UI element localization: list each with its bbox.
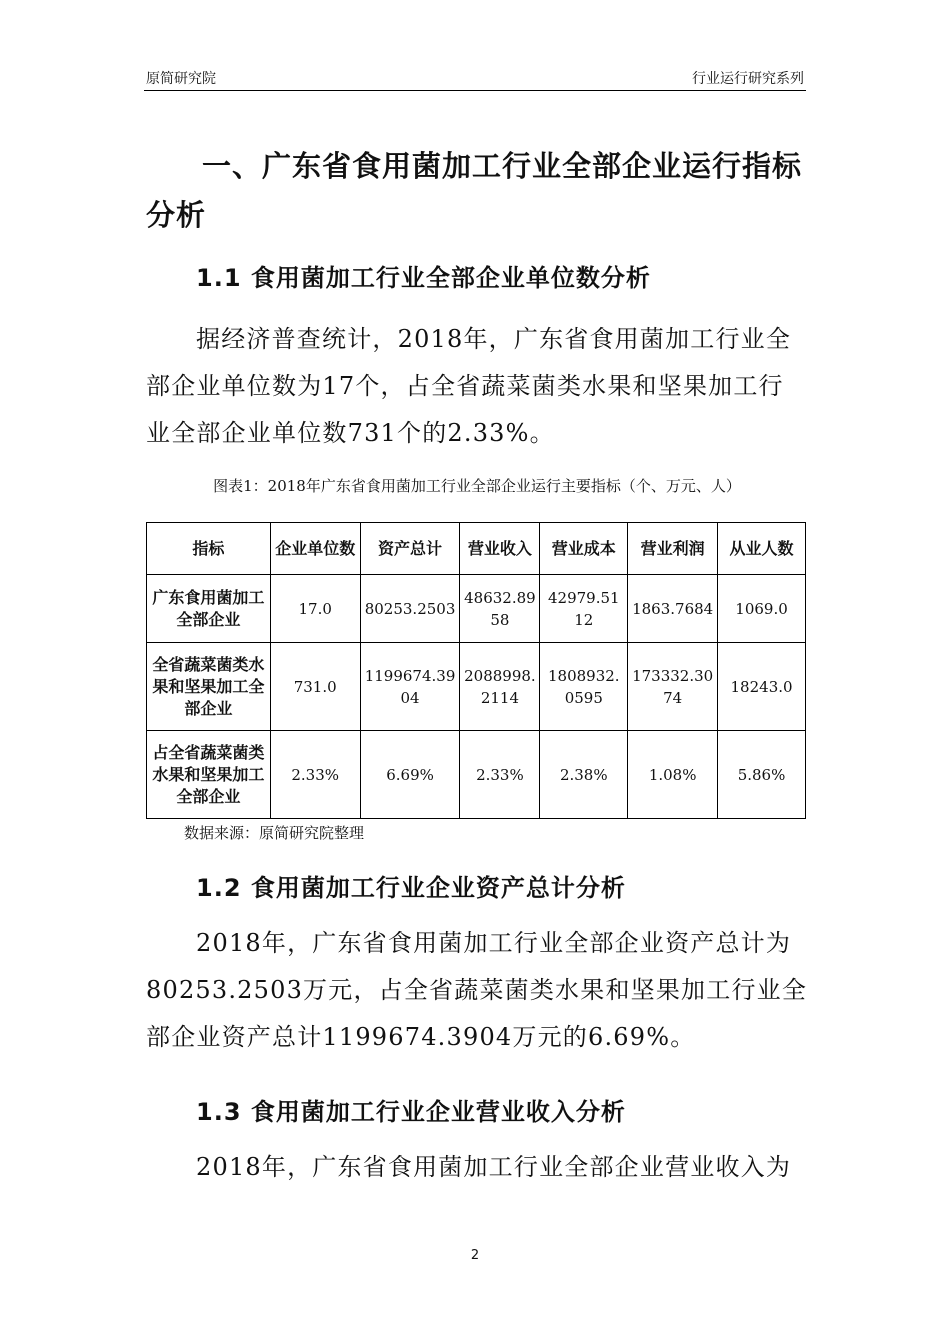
heading-1-2: 1.2 食用菌加工行业企业资产总计分析 bbox=[196, 874, 626, 902]
cell-cost: 2.38% bbox=[540, 731, 628, 819]
col-header-indicator: 指标 bbox=[147, 523, 271, 575]
cell-profit: 1863.7684 bbox=[628, 575, 718, 643]
cell-employees: 1069.0 bbox=[718, 575, 806, 643]
table-row bbox=[147, 643, 806, 731]
table-caption: 图表1：2018年广东省食用菌加工行业全部企业运行主要指标（个、万元、人） bbox=[213, 477, 741, 495]
table-header-row bbox=[147, 523, 806, 575]
col-header-cost: 营业成本 bbox=[540, 523, 628, 575]
indicator-table bbox=[146, 522, 806, 819]
cell-unit-count: 731.0 bbox=[270, 643, 360, 731]
paragraph-total-assets: 2018年，广东省食用菌加工行业全部企业资产总计为80253.2503万元，占全省蔬菜菌类水果和坚果加工行业全部企业资产总计1199674.3904万元的6.69%。 bbox=[146, 929, 808, 1051]
col-header-profit: 营业利润 bbox=[628, 523, 718, 575]
paragraph-unit-count: 据经济普查统计，2018年，广东省食用菌加工行业全部企业单位数为17个，占全省蔬菜菌类水果和坚果加工行业全部企业单位数731个的2.33%。 bbox=[146, 325, 792, 447]
cell-unit-count: 2.33% bbox=[270, 731, 360, 819]
section-title: 一、广东省食用菌加工行业全部企业运行指标分析 bbox=[146, 149, 803, 232]
data-source-note: 数据来源：原简研究院整理 bbox=[184, 824, 365, 842]
col-header-total-assets: 资产总计 bbox=[360, 523, 460, 575]
table-row bbox=[147, 731, 806, 819]
cell-profit: 1.08% bbox=[628, 731, 718, 819]
col-header-unit-count: 企业单位数 bbox=[270, 523, 360, 575]
cell-profit: 173332.3074 bbox=[628, 643, 718, 731]
cell-total-assets: 1199674.3904 bbox=[360, 643, 460, 731]
paragraph-revenue: 2018年，广东省食用菌加工行业全部企业营业收入为 bbox=[196, 1153, 792, 1181]
row-label: 广东食用菌加工全部企业 bbox=[147, 575, 271, 643]
row-label: 全省蔬菜菌类水果和坚果加工全部企业 bbox=[147, 643, 271, 731]
cell-unit-count: 17.0 bbox=[270, 575, 360, 643]
cell-revenue: 2.33% bbox=[460, 731, 540, 819]
page-number: 2 bbox=[470, 1248, 480, 1263]
header-right-series: 行业运行研究系列 bbox=[692, 71, 804, 87]
cell-total-assets: 6.69% bbox=[360, 731, 460, 819]
cell-employees: 5.86% bbox=[718, 731, 806, 819]
cell-employees: 18243.0 bbox=[718, 643, 806, 731]
col-header-revenue: 营业收入 bbox=[460, 523, 540, 575]
table-row bbox=[147, 575, 806, 643]
heading-1-1: 1.1 食用菌加工行业全部企业单位数分析 bbox=[196, 264, 651, 292]
header-divider bbox=[144, 90, 806, 91]
col-header-employees: 从业人数 bbox=[718, 523, 806, 575]
heading-1-3: 1.3 食用菌加工行业企业营业收入分析 bbox=[196, 1098, 626, 1126]
cell-cost: 1808932.0595 bbox=[540, 643, 628, 731]
header-left-org: 原简研究院 bbox=[146, 71, 216, 87]
cell-revenue: 2088998.2114 bbox=[460, 643, 540, 731]
cell-total-assets: 80253.2503 bbox=[360, 575, 460, 643]
cell-cost: 42979.5112 bbox=[540, 575, 628, 643]
row-label: 占全省蔬菜菌类水果和坚果加工全部企业 bbox=[147, 731, 271, 819]
cell-revenue: 48632.8958 bbox=[460, 575, 540, 643]
